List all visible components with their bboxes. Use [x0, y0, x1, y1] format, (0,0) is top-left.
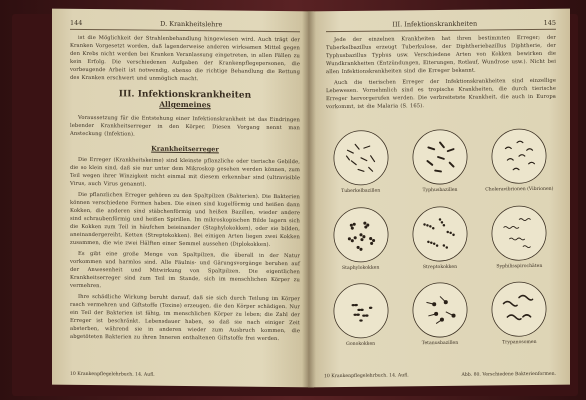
figure-label: Staphylokokken	[342, 265, 380, 271]
paragraph: Jede der einzelnen Krankheiten hat ihren bestimmten Erreger; der Tuberkelbazillus erzeugt Tuberkulose, der Diphtheriebazillus Diphtherie, der Typhusbazillus Typhus usw. Verschiedene Arten von Kokken bewirken die Wundkrankheiten (Entzündungen, Eiterungen, Rotlauf, Wundrose usw.). Nicht bei allen Infektionskrankheiten sind die Erreger bekannt.	[326, 34, 556, 76]
streptococci-illustration	[411, 204, 469, 263]
paragraph: Ihre schädliche Wirkung beruht darauf, daß sie sich durch Teilung im Körper rasch vermehren und Giftstoffe (Toxine) erzeugen, die den Körper schädigen. Nur ein Teil der Bakterien ist fähig, im menschlichen Körper zu leben; die Zahl der Erreger ist beschränkt. Lebensdauer haben, so daß sie nach einiger Zeit absterben, während sie in anderen wieder zum Ausbruch kommen, die abgetöteten Bakterien zu ihren Inneren enthaltenen Giftstoffe frei werden.	[70, 293, 300, 343]
tetanus-bacilli-illustration	[411, 281, 469, 340]
paragraph: Die Erreger (Krankheitskeime) sind kleinste pflanzliche oder tierische Gebilde, die so klein sind, daß sie nur unter dem Mikroskop gesehen werden können, zum Teil wegen ihrer Winzigkeit nicht einmal mit diesem erkennbar sind (ultravisible Virus, auch Virus genannt).	[70, 156, 300, 188]
book-gutter	[302, 10, 316, 388]
figure-label: Choleravibrionen (Vibrionen)	[485, 186, 554, 193]
open-book	[12, 6, 578, 396]
left-page	[52, 9, 314, 388]
figure-cell	[324, 128, 397, 203]
figure-label: Tetanusbazillen	[421, 341, 459, 347]
subsection-title: Krankheitserreger	[151, 144, 219, 154]
trypanosomes-illustration	[490, 280, 548, 339]
paragraph: Voraussetzung für die Entstehung einer Infektionskrankheit ist das Eindringen lebender Krankheitserreger in den Körper. Diesen Vorgang nennt man Ansteckung (Infektion).	[70, 114, 300, 138]
figure-caption: Abb. 80. Verschiedene Bakterienformen.	[461, 371, 556, 378]
page-footer: 10 Krankenpflegelehrbuch. 14. Aufl.	[70, 371, 155, 378]
paragraph: Die pflanzlichen Erreger gehören zu den Spaltpilzen (Bakterien). Die Bakterien können verschiedene Formen haben. Die einen sind kugelförmig und heißen dann Kokken, die anderen sind stäbchenförmig und heißen Bazillen, wieder andere sind schraubenförmig und heißen Spirillen. Im mikroskopischen Bilde lagern sich die Kokken zum Teil in häufchen beieinander (Staphylokokken), oder sie bilden, aneinandergereiht, Ketten (Streptokokken). Bei einigen Arten liegen zwei Kokken zusammen, die wie zwei Hälften einer Semmel aussehen (Diplokokken).	[70, 191, 300, 248]
paragraph: Es gibt eine große Menge von Spaltpilzen, die überall in der Natur vorkommen und harmlos sind. Alle Fäulnis- und Gärungsvorgänge beruhen auf der Anwesenheit und Mitwirkung von Spaltpilzen. Die eigentlichen Krankheitserreger sind zum Teil im Stande, sich im menschlichen Körper zu vermehren.	[70, 250, 300, 290]
figure-label: Streptokokken	[422, 264, 458, 270]
figure-label: Gonokokken	[346, 341, 376, 348]
right-page	[308, 9, 570, 388]
page-number: 144	[70, 18, 83, 27]
section-title: III. Infektionskrankheiten	[118, 89, 252, 101]
bacteria-figure-grid	[324, 127, 556, 357]
figure-cell	[403, 281, 476, 356]
right-page-header	[326, 19, 556, 32]
cholera-vibrios-illustration	[490, 127, 548, 186]
typhoid-bacilli-illustration	[411, 128, 469, 187]
subsection-title: Allgemeines	[159, 99, 211, 110]
figure-cell	[403, 128, 476, 203]
figure-cell	[324, 282, 397, 357]
paragraph: Auch die tierischen Erreger der Infektionskrankheiten sind einzellige Lebewesen. Vornehmlich sind es tropische Krankheiten, die durch tierische Erreger hervorgerufen werden. Die verbreitetste Krankheit, die auch in Europa vorkommt, ist die Malaria (S. 165).	[326, 77, 556, 111]
gonococci-illustration	[332, 282, 390, 341]
staphylococci-illustration	[332, 205, 390, 264]
tuberculosis-bacilli-illustration	[332, 129, 390, 188]
figure-label: Trypanosomen	[502, 340, 537, 346]
syphilis-spirochetes-illustration	[490, 204, 548, 263]
figure-cell	[483, 203, 556, 278]
page-number: 145	[543, 18, 556, 27]
figure-label: Tuberkelbazillen	[341, 188, 381, 195]
figure-cell	[483, 280, 556, 355]
running-head: D. Krankheitslehre	[160, 19, 223, 29]
figure-caption-row	[324, 371, 556, 381]
figure-label: Typhusbazillen	[422, 187, 458, 194]
left-page-header	[70, 19, 300, 32]
running-head: III. Infektionskrankheiten	[392, 19, 478, 29]
figure-cell	[483, 127, 556, 202]
figure-label: Syphilisspirochäten	[496, 263, 543, 270]
figure-cell	[403, 204, 476, 279]
page-footer: 10 Krankenpflegelehrbuch. 14. Aufl.	[324, 373, 409, 380]
figure-cell	[324, 205, 397, 280]
intro-paragraph: ist die Möglichkeit der Strahlenbehandlung hingewiesen wird. Auch trägt der Kranken Vorgesetzt worden, daß lagenderweise anderen wirksamen Mittel gegen den Krebs nicht werden bei Kranken Veranlassung eingetreten, in allen Fällen zu kein Erfolg. Die verschiedenen Aufgaben der Krankenpflegepersonen, die vorbeugende Arbeit ist notwendig, ebenso die richtige Behandlung die Rettung des Kranken erschwert und unmöglich macht.	[70, 34, 300, 83]
